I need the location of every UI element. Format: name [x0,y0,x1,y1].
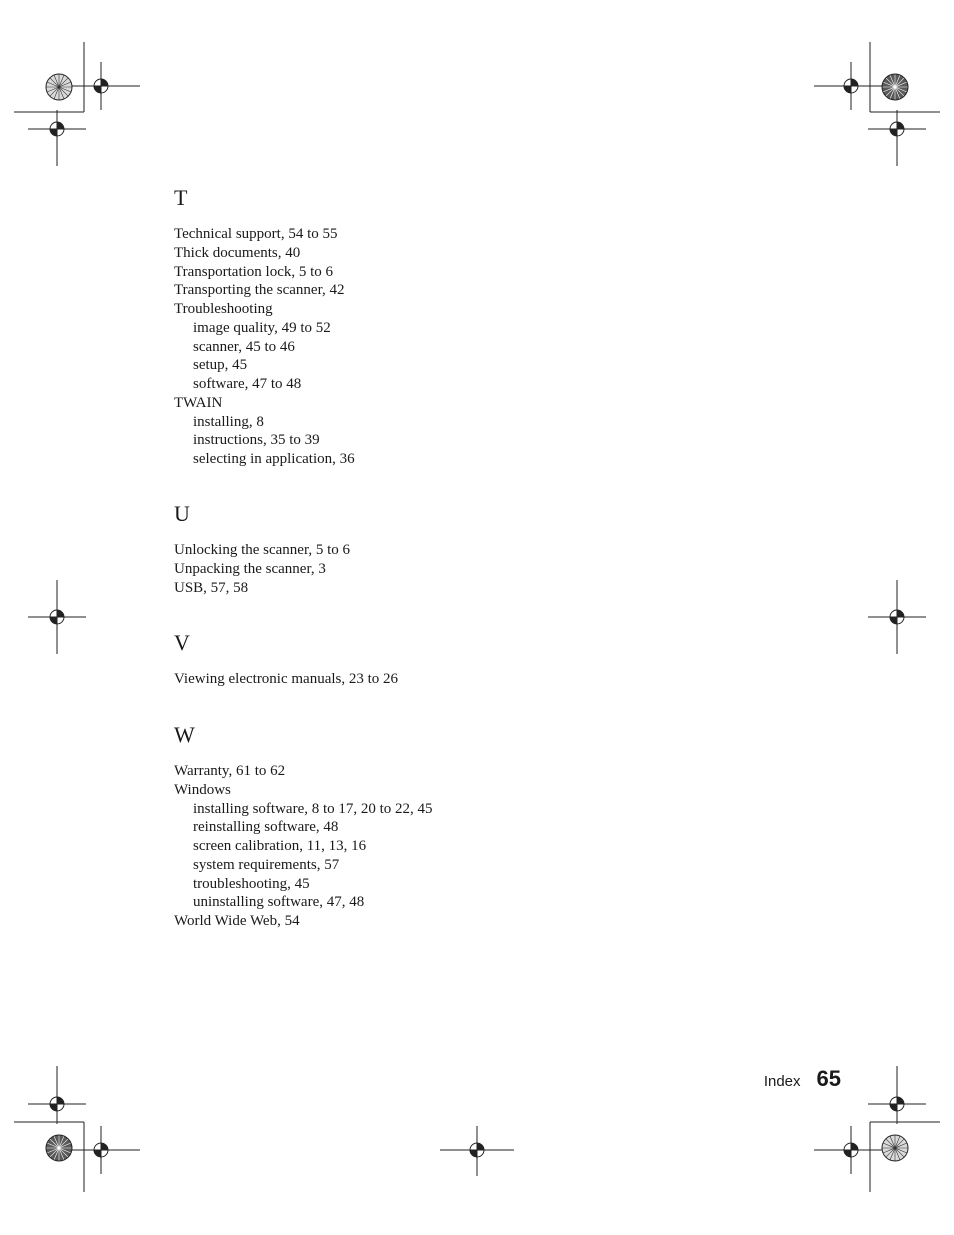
footer-section-label: Index [763,1073,801,1090]
index-entry: Thick documents, 40 [174,244,301,261]
index-entry: Technical support, 54 to 55 [174,226,338,242]
index-entry: USB, 57, 58 [174,579,249,596]
index-subentry: image quality, 49 to 52 [193,319,331,336]
index-section-v [174,632,398,689]
index-subentry: screen calibration, 11, 13, 16 [193,838,367,854]
index-entry: Transportation lock, 5 to 6 [174,263,334,280]
index-subentry: installing, 8 [193,413,264,430]
index-subentry: scanner, 45 to 46 [193,338,295,355]
index-entry: Windows [174,781,231,798]
index-entry: Unlocking the scanner, 5 to 6 [174,542,351,558]
index-subentry: reinstalling software, 48 [193,819,339,836]
section-letter: T [174,185,188,210]
index-section-w [174,724,433,931]
index-entry: Unpacking the scanner, 3 [174,560,326,577]
page-footer [764,1066,841,1092]
section-entries [174,541,350,597]
section-letter: W [174,722,195,747]
index-entry: Warranty, 61 to 62 [174,763,286,779]
index-subentry: system requirements, 57 [193,856,340,873]
section-letter: V [174,630,190,655]
section-entries [174,762,433,931]
page-number: 65 [816,1066,841,1091]
section-letter: U [174,501,190,526]
index-entry: Transporting the scanner, 42 [174,282,345,299]
index-subentry: software, 47 to 48 [193,376,302,392]
section-entries [174,670,398,689]
index-subentry: setup, 45 [193,357,248,374]
index-entry: TWAIN [174,394,223,411]
index-entry: World Wide Web, 54 [174,913,300,929]
index-section-t [174,187,355,469]
index-section-u [174,503,350,597]
section-entries [174,225,355,469]
index-subentry: uninstalling software, 47, 48 [193,894,365,911]
index-entry: Troubleshooting [174,301,273,317]
index-subentry: instructions, 35 to 39 [193,432,320,449]
index-subentry: troubleshooting, 45 [193,875,310,892]
index-subentry: installing software, 8 to 17, 20 to 22, 45 [193,800,433,817]
index-entry: Viewing electronic manuals, 23 to 26 [174,671,399,687]
index-subentry: selecting in application, 36 [193,451,355,467]
